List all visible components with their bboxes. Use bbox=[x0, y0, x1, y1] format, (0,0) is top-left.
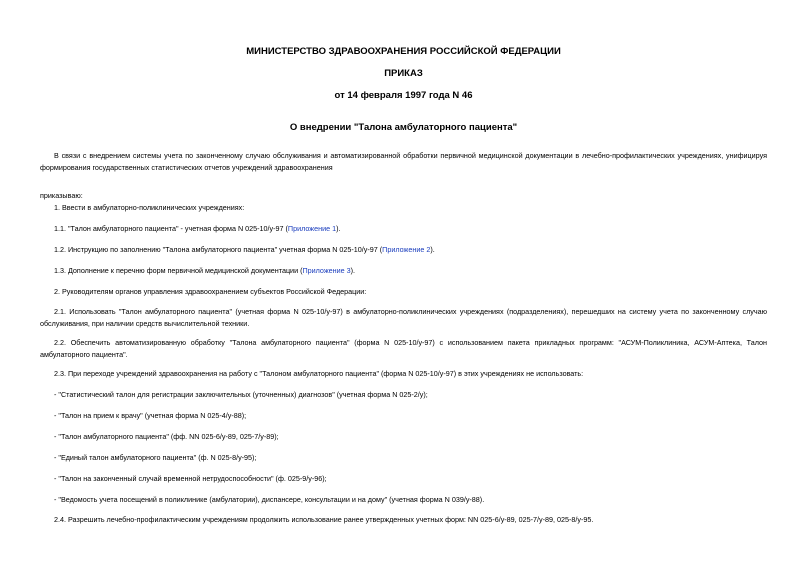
list-item: - "Статистический талон для регистрации заключительных (уточненных) диагнозов" (учетная форма N 025-2/у); bbox=[54, 390, 428, 399]
item-1-2-text: 1.2. Инструкцию по заполнению "Талона амбулаторного пациента" учетная форма N 025-10/у-97 ( bbox=[54, 245, 383, 254]
item-1-3 bbox=[54, 265, 355, 277]
appendix-2-link[interactable]: Приложение 2 bbox=[382, 245, 431, 254]
item-1-2-end: ). bbox=[430, 245, 435, 254]
item-2-4: 2.4. Разрешить лечебно-профилактическим учреждениям продолжить использование ранее утвержденных учетных форм: NN 025-6/у-89, 025-7/у-89, 025-8/у-95. bbox=[54, 515, 594, 524]
item-1-1-end: ). bbox=[336, 224, 341, 233]
item-1-1 bbox=[54, 223, 340, 235]
item-1-1-text: 1.1. "Талон амбулаторного пациента" - учетная форма N 025-10/у-97 ( bbox=[54, 224, 288, 233]
order-word: приказываю: bbox=[40, 191, 83, 200]
document-title: О внедрении "Талона амбулаторного пациента" bbox=[289, 122, 518, 133]
list-item: - "Ведомость учета посещений в поликлинике (амбулатории), диспансере, консультации и на дому" (учетная форма N 039/у-88). bbox=[54, 495, 485, 504]
doc-type-heading: ПРИКАЗ bbox=[384, 68, 423, 79]
item-1-3-end: ). bbox=[350, 266, 356, 275]
appendix-3-link[interactable]: Приложение 3 bbox=[302, 266, 351, 275]
list-item: - "Единый талон амбулаторного пациента" (ф. N 025-8/у-95); bbox=[54, 453, 257, 462]
preamble-paragraph: В связи с внедрением системы учета по законченному случаю обслуживания и автоматизированной обработки первичной медицинской документации в лечебно-профилактических учреждениях, унифицируя формирования государственных статистических отчетов учреждений здравоохранения bbox=[40, 151, 767, 172]
item-2-2: 2.2. Обеспечить автоматизированную обработку "Талона амбулаторного пациента" (форма N 025-10/у-97) с использованием пакета прикладных программ: "АСУМ-Поликлиника, АСУМ-Аптека, Талон амбулаторного пациента". bbox=[40, 338, 767, 359]
item-1: 1. Ввести в амбулаторно-поликлинических учреждениях: bbox=[54, 203, 245, 212]
ministry-heading: МИНИСТЕРСТВО ЗДРАВООХРАНЕНИЯ РОССИЙСКОЙ ФЕДЕРАЦИИ bbox=[246, 46, 561, 57]
item-2-3: 2.3. При переходе учреждений здравоохранения на работу с "Талоном амбулаторного пациента" (форма N 025-10/у-97) в этих учреждениях не использовать: bbox=[54, 369, 584, 378]
item-2-1: 2.1. Использовать "Талон амбулаторного пациента" (учетная форма N 025-10/у-97) в амбулаторно-поликлинических учреждениях (подразделениях), перешедших на систему учета по законченному случаю обслуживания, при наличии средств вычислительной техники. bbox=[40, 307, 767, 328]
list-item: - "Талон амбулаторного пациента" (фф. NN 025-6/у-89, 025-7/у-89); bbox=[54, 432, 279, 441]
list-item: - "Талон на законченный случай временной нетрудоспособности" (ф. 025-9/у-96); bbox=[54, 474, 327, 483]
item-1-3-text: 1.3. Дополнение к перечню форм первичной медицинской документации ( bbox=[54, 266, 303, 275]
list-item: - "Талон на прием к врачу" (учетная форма N 025-4/у-88); bbox=[54, 411, 247, 420]
appendix-1-link[interactable]: Приложение 1 bbox=[287, 224, 337, 233]
item-1-2 bbox=[54, 244, 435, 256]
date-number-heading: от 14 февраля 1997 года N 46 bbox=[334, 90, 473, 101]
item-2: 2. Руководителям органов управления здравоохранением субъектов Российской Федерации: bbox=[54, 287, 367, 296]
